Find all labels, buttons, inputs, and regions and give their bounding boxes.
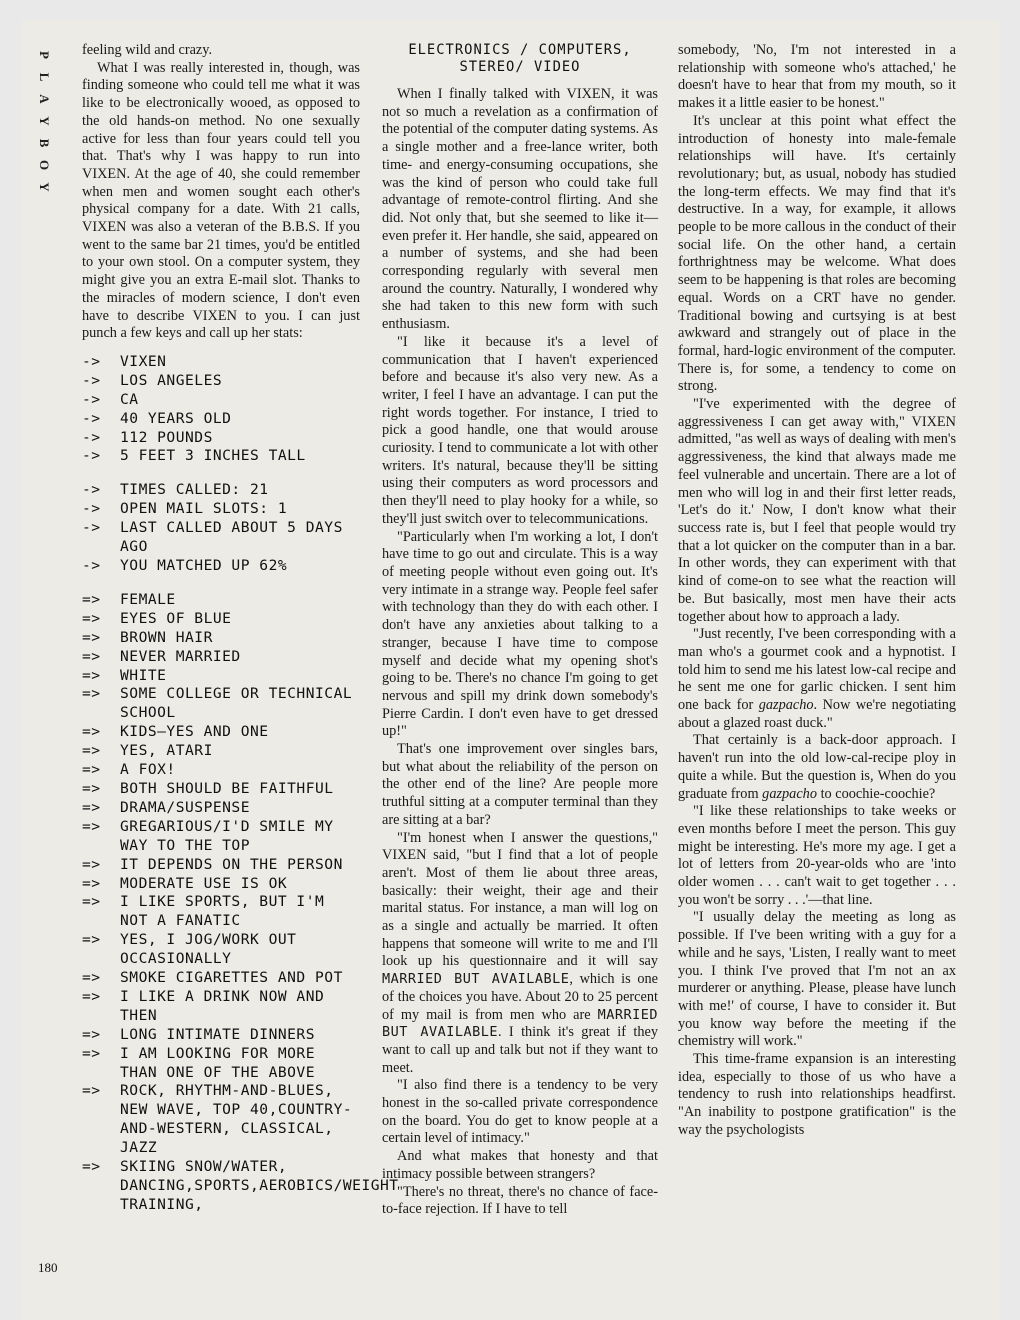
stat-line — [82, 667, 360, 686]
stat-line — [82, 685, 360, 723]
paragraph: When I finally talked with VIXEN, it was not so much a revelation as a confirmation of the potential of the computer dating systems. As a single mother and a free-lance writer, both time- and energy-consuming occupations, she was the kind of person who could take full advantage of remote-control flirting. And she did. Not only that, but she seemed to like it—even prefer it. Her handle, she said, appeared on a number of systems, and she had been corresponding regularly with several men around the country. Naturally, I wondered why she had taken to this new form with such enthusiasm. — [382, 86, 658, 333]
stat-text: LAST CALLED ABOUT 5 DAYS AGO — [120, 519, 343, 556]
stat-text: I AM LOOKING FOR MORE THAN ONE OF THE ABOVE — [120, 1044, 316, 1081]
stat-arrow: => — [82, 666, 101, 684]
stat-text: YOU MATCHED UP 62% — [120, 557, 288, 575]
stat-line — [82, 988, 360, 1026]
stat-line — [82, 391, 360, 410]
stat-line — [82, 799, 360, 818]
stat-arrow: => — [82, 1025, 101, 1043]
stat-text: LONG INTIMATE DINNERS — [120, 1025, 316, 1043]
magazine-name-letter: Y — [37, 182, 52, 192]
italic-word: gazpacho — [762, 785, 817, 802]
stat-line — [82, 1158, 399, 1215]
stat-line — [82, 875, 360, 894]
stat-arrow: => — [82, 628, 101, 646]
stat-arrow: -> — [82, 557, 101, 575]
paragraph — [382, 830, 658, 1078]
stat-line — [82, 761, 360, 780]
stat-text: YES, ATARI — [120, 742, 213, 760]
text-run: "I'm honest when I answer the questions," VIXEN said, "but I find that a lot of people aren't. Most of them lie about three areas, basically: their weight, their age and their marital status. For instance, a man will log on as a single and actually be married. It often happens that someone will write to me and I'll look up his questionnaire and it will say — [382, 829, 658, 970]
stat-text: A FOX! — [120, 761, 176, 779]
stat-arrow: -> — [82, 500, 101, 518]
paragraph: "I usually delay the meeting as long as possible. If I've been writing with a guy for a while and he says, 'Listen, I really want to meet you. I think I've proved that I'm not an ax murderer or anything. Please, please have lunch with me!' of course, I have to consider it. But you know way before the meeting if the chemistry will work." — [678, 909, 956, 1050]
column-1 — [82, 42, 399, 1302]
text-run: . Now we're negotiating about a glazed roast duck." — [678, 697, 957, 731]
stat-line — [82, 429, 360, 448]
stat-text: FEMALE — [120, 590, 176, 608]
code-text: MARRIED BUT AVAILABLE — [382, 971, 570, 988]
profile-stats-list — [82, 352, 399, 1215]
stat-arrow: => — [82, 1082, 101, 1100]
magazine-name-letter: B — [37, 138, 52, 148]
stat-text: YES, I JOG/WORK OUT OCCASIONALLY — [120, 931, 297, 968]
stat-line — [82, 818, 360, 856]
stat-text: 40 YEARS OLD — [120, 409, 232, 427]
paragraph: It's unclear at this point what effect the introduction of honesty into male-female relationships will have. It's certainly revolutionary; but, as usual, nobody has studied the long-term effects. We may find that it's destructive. In a way, for example, it allows people to be more callous in the conduct of their social life. On the other hand, a certain forthrightness may be welcome. What does seem to be happening is that roles are becoming equal. Words on a CRT have no gender. Traditional bowing and curtsying is at best awkward and strangely out of place in the formal, hard-logic environment of the computer. There is, for some, a tendency to come on strong. — [678, 112, 956, 395]
stat-line — [82, 742, 360, 761]
stat-line — [82, 353, 360, 372]
paragraph: This time-frame expansion is an interesting idea, especially to those of us who have a tendency to rush into relationships headfirst. "An inability to postpone gratification" is the way the psychologists — [678, 1051, 956, 1138]
text-run: "Just recently, I've been corresponding with a man who's a gourmet cook and a hypnotist. I told him to send me his latest low-cal recipe and he sent me one for garlic chicken. I sent him one back for — [678, 626, 956, 714]
stat-line — [82, 648, 360, 667]
stat-line — [82, 591, 360, 610]
paragraph — [678, 732, 956, 803]
stat-arrow: -> — [82, 447, 101, 465]
stat-arrow: -> — [82, 519, 101, 537]
stat-text: 5 FEET 3 INCHES TALL — [120, 447, 306, 465]
stat-text: SKIING SNOW/WATER, DANCING,SPORTS,AEROBICS/WEIGHT TRAINING, — [120, 1158, 399, 1213]
stat-line — [82, 447, 360, 466]
magazine-name-letter: Y — [37, 116, 52, 126]
stat-line — [82, 780, 360, 799]
stat-line — [82, 500, 360, 519]
paragraph: "I also find there is a tendency to be very honest in the so-called private correspondence on the board. You do get to know people at a certain level of intimacy." — [382, 1077, 658, 1147]
column-2 — [382, 42, 658, 1302]
stat-arrow: => — [82, 609, 101, 627]
paragraph: "Particularly when I'm working a lot, I don't have time to go out and circulate. This is a way of meeting people without even going out. It's very intimate in a strange way. People feel safer with technology than they do with each other. I don't have any anxieties about talking to a stranger, because I have time to compose myself and decide what my opening shot's going to be. There's no chance I'm going to get nervous and spill my drink down somebody's Pierre Cardin. I don't even have to get dressed up!" — [382, 528, 658, 740]
stat-text: IT DEPENDS ON THE PERSON — [120, 855, 343, 873]
stat-text: BROWN HAIR — [120, 628, 213, 646]
stat-arrow: => — [82, 779, 101, 797]
stat-arrow: => — [82, 931, 101, 949]
stat-arrow: => — [82, 590, 101, 608]
paragraph — [678, 626, 956, 732]
stat-text: ROCK, RHYTHM-AND-BLUES, NEW WAVE, TOP 40,COUNTRY-AND-WESTERN, CLASSICAL, JAZZ — [120, 1082, 353, 1157]
column-3 — [678, 42, 956, 1302]
magazine-name-letter: L — [37, 72, 52, 82]
paragraph: That's one improvement over singles bars, but what about the reliability of the person on the other end of the line? Are people more truthful sitting at a computer terminal than they are sitting at a bar? — [382, 741, 658, 828]
stat-arrow: -> — [82, 371, 101, 389]
stat-line — [82, 1026, 360, 1045]
code-text: MARRIED BUT AVAILABLE — [382, 1006, 658, 1041]
stat-arrow: => — [82, 969, 101, 987]
section-heading: ELECTRONICS / COMPUTERS, STEREO/ VIDEO — [408, 42, 632, 75]
stat-text: NEVER MARRIED — [120, 647, 241, 665]
text-run: to coochie-coochie? — [820, 785, 936, 802]
magazine-name-letter: O — [37, 159, 52, 171]
stat-arrow: => — [82, 1158, 101, 1176]
magazine-page — [22, 20, 1000, 1320]
paragraph: "I like it because it's a level of communication that I haven't experienced before and because it's also very new. As a writer, I feel I have an advantage. I can put the right words together. For instance, I tried to pick a good handle, one that would arouse curiosity. I tend to communicate a lot with other writers. It's natural, because they'll be sitting using their computers as word processors and then they'll need to play hooky for a while, so they'll just switch over to telecommunications. — [382, 333, 658, 527]
stat-arrow: -> — [82, 390, 101, 408]
stat-text: KIDS—YES AND ONE — [120, 723, 269, 741]
paragraph: "I've experimented with the degree of aggressiveness I can get away with," VIXEN admitted, "as well as ways of dealing with men's aggressiveness, the kind that always made me feel vulnerable and uncertain. There are a lot of men who will log in and their first letter reads, 'Let's do it.' Now, I don't know what their success rate is, but I feel that people would try that a lot quicker on the computer than in a bar. In other words, they can experiment with that kind of come-on to see what the reaction will be. But basically, most men have their acts together about how to approach a lady. — [678, 396, 957, 625]
text-run: That certainly is a back-door approach. I haven't run into the old low-cal-recipe ploy in quite a while. But the question is, When do you graduate from — [678, 732, 956, 802]
stat-text: MODERATE USE IS OK — [120, 874, 288, 892]
stat-text: OPEN MAIL SLOTS: 1 — [120, 500, 288, 518]
stat-text: DRAMA/SUSPENSE — [120, 798, 251, 816]
stat-text: SMOKE CIGARETTES AND POT — [120, 969, 343, 987]
text-run: , which is one of the choices you have. About 20 to 25 percent of my mail is from men who are — [382, 971, 658, 1023]
stat-text: WHITE — [120, 666, 167, 684]
stat-arrow: => — [82, 855, 101, 873]
stat-arrow: => — [82, 685, 101, 703]
stat-arrow: => — [82, 761, 101, 779]
paragraph: "There's no threat, there's no chance of face-to-face rejection. If I have to tell — [382, 1183, 658, 1218]
stat-arrow: => — [82, 987, 101, 1005]
stat-line — [82, 931, 360, 969]
text-run: . I think it's great if they want to call up and talk but not if they want to meet. — [382, 1024, 658, 1076]
stat-line — [82, 372, 360, 391]
stat-line — [82, 1082, 360, 1158]
stat-arrow: => — [82, 893, 101, 911]
stat-text: VIXEN — [120, 352, 167, 370]
stat-line — [82, 410, 360, 429]
paragraph: And what makes that honesty and that intimacy possible between strangers? — [382, 1148, 658, 1182]
stat-text: 112 POUNDS — [120, 428, 213, 446]
stat-line — [82, 610, 360, 629]
stat-arrow: => — [82, 647, 101, 665]
stat-text: EYES OF BLUE — [120, 609, 232, 627]
page-number: 180 — [38, 1260, 58, 1275]
paragraph: What I was really interested in, though, was finding someone who could tell me what it was like to be electronically wooed, as opposed to the old hands-on method. No one sexually active for less than four years could tell you that. That's why I was happy to run into VIXEN. At the age of 40, she could remember when men and women sought each other's physical company for a date. With 21 calls, VIXEN was also a veteran of the B.B.S. If you went to the same bar 21 times, you'd be entitled to your own stool. On a computer system, they might give you an extra E-mail slot. Thanks to the miracles of modern science, I don't even have to describe VIXEN to you. I can just punch a few keys and call up her stats: — [82, 59, 360, 342]
stat-text: BOTH SHOULD BE FAITHFUL — [120, 779, 334, 797]
stat-arrow: => — [82, 874, 101, 892]
stat-arrow: -> — [82, 409, 101, 427]
stat-arrow: => — [82, 1044, 101, 1062]
stat-line — [82, 893, 360, 931]
magazine-name-vertical — [32, 44, 56, 198]
stat-text: SOME COLLEGE OR TECHNICAL SCHOOL — [120, 685, 353, 722]
stat-line — [82, 969, 360, 988]
stat-line — [82, 723, 360, 742]
stat-text: CA — [120, 390, 139, 408]
stat-arrow: => — [82, 742, 101, 760]
stat-arrow: -> — [82, 352, 101, 370]
stat-arrow: => — [82, 798, 101, 816]
stat-arrow: => — [82, 817, 101, 835]
stat-line — [82, 519, 360, 557]
stat-arrow: => — [82, 723, 101, 741]
paragraph: somebody, 'No, I'm not interested in a relationship with someone who's attached,' he doesn't have to hear that from my mouth, so it makes it a little easier to be honest." — [678, 42, 956, 112]
stat-text: TIMES CALLED: 21 — [120, 481, 269, 499]
stat-line — [82, 481, 360, 500]
stat-arrow: -> — [82, 481, 101, 499]
stat-arrow: -> — [82, 428, 101, 446]
magazine-name-letter: A — [37, 94, 52, 104]
italic-word: gazpacho — [758, 697, 814, 714]
stat-text: I LIKE SPORTS, BUT I'M NOT A FANATIC — [120, 893, 325, 930]
stat-text: GREGARIOUS/I'D SMILE MY WAY TO THE TOP — [120, 817, 334, 854]
paragraph: "I like these relationships to take weeks or even months before I meet the person. This guy might be interesting. He's more my age. I get a lot of letters from 20-year-olds who are 'into older women . . . can't wait to get together . . . you won't be sorry . . .'—that line. — [678, 803, 956, 908]
magazine-name-letter: P — [37, 51, 52, 59]
stat-text: LOS ANGELES — [120, 371, 223, 389]
stat-line — [82, 856, 360, 875]
stat-line — [82, 557, 360, 576]
lead-line: feeling wild and crazy. — [82, 42, 213, 58]
stat-text: I LIKE A DRINK NOW AND THEN — [120, 987, 325, 1024]
stat-line — [82, 1045, 360, 1083]
stat-line — [82, 629, 360, 648]
